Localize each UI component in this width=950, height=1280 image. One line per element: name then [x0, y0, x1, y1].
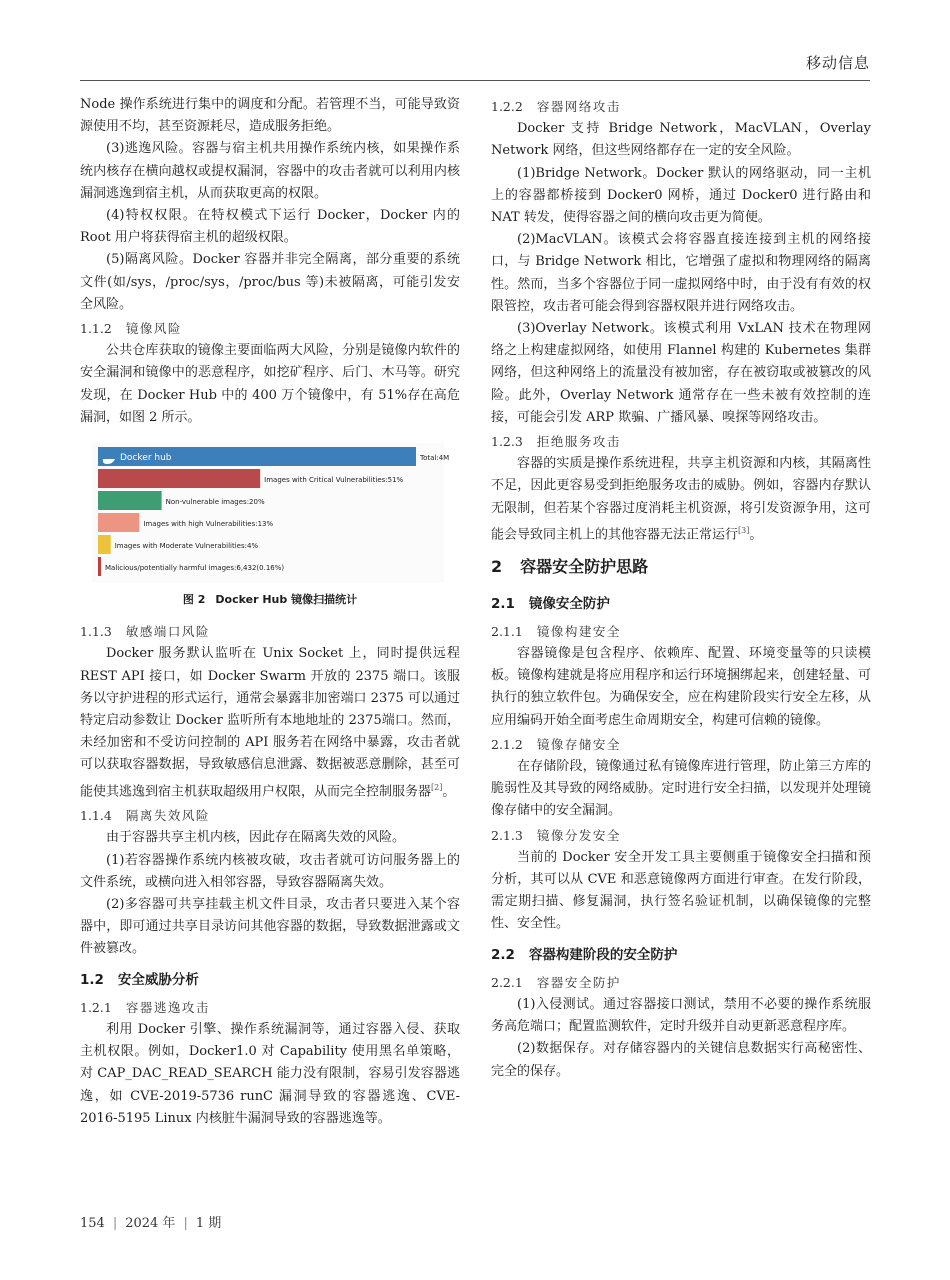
section-number: 1.2.2: [491, 99, 523, 114]
paragraph: (2)MacVLAN。该模式会将容器直接连接到主机的网络接口，与 Bridge Network 相比，它增强了虚拟和物理网络的隔离性。然而，当多个容器位于同一虚拟网络中时，由于没有有效的权限管控，攻击者可能会得到容器权限并进行网络攻击。: [491, 232, 871, 314]
section-heading-1-2-1: [80, 997, 460, 1019]
section-heading-1-2: [80, 969, 460, 991]
section-heading-1-2-3: [491, 431, 871, 453]
section-number: 2.1: [491, 595, 515, 612]
footer-separator: |: [112, 1216, 118, 1231]
chart-data-label: Images with high Vulnerabilities:13%: [143, 520, 274, 529]
section-title: 敏感端口风险: [125, 624, 210, 640]
paragraph: 公共仓库获取的镜像主要面临两大风险，分别是镜像内软件的安全漏洞和镜像中的恶意程序，如挖矿程序、后门、木马等。研究发现，在 Docker Hub 中的 400 万个镜像中，有 51%存在高危漏洞，如图 2 所示。: [80, 343, 460, 425]
paragraph-end: 。: [442, 784, 456, 799]
paragraph: (2)多容器可共享挂载主机文件目录，攻击者只要进入某个容器中，即可通过共享目录访问其他容器的数据，导致数据泄露或文件被篡改。: [80, 897, 460, 957]
paragraph-text: 容器的实质是操作系统进程，共享主机资源和内核，其隔离性不足，因此更容易受到拒绝服务攻击的威胁。例如，容器内存默认无限制，但若某个容器过度消耗主机资源，将引发资源争用，这可能会导致同主机上的其他容器无法正常运行: [491, 456, 871, 543]
chart-data-label: Non-vulnerable images:20%: [165, 498, 265, 507]
section-title: 容器逃逸攻击: [125, 999, 210, 1015]
chart-bar: [98, 513, 139, 532]
section-number: 2.1.1: [491, 623, 523, 639]
section-title: 镜像分发安全: [536, 827, 621, 843]
section-heading-2-1: [491, 593, 871, 615]
section-number: 2.1.3: [491, 827, 523, 843]
section-title: 镜像风险: [125, 321, 182, 337]
bar-chart: [92, 443, 450, 583]
footer-separator: |: [183, 1216, 188, 1231]
paragraph-text: Docker 服务默认监听在 Unix Socket 上，同时提供远程 REST API 接口，如 Docker Swarm 开放的 2375 端口。该服务以守护进程的形式运行，通常会暴露非加密端口 2375 可以通过特定启动参数让 Docker 监听所有本地地址的 2375端口。然而，未经加密和不受访问控制的 API 服务若在网络中暴露，攻击者就可以获取容器数据，导致敏感信息泄露、数据被恶意删除，甚至可能使其逃逸到宿主机获取超级用户权限，从而完全控制服务器: [80, 646, 460, 799]
citation-ref: [2]: [431, 782, 443, 792]
chart-data-label: Images with Critical Vulnerabilities:51%: [264, 476, 404, 485]
section-heading-2-2: [491, 944, 871, 966]
paragraph: Node 操作系统进行集中的调度和分配。若管理不当，可能导致资源使用不均，甚至资源耗尽，造成服务拒绝。: [80, 97, 460, 135]
section-heading-2-1-3: [491, 825, 871, 847]
citation-ref: [3]: [738, 525, 750, 535]
section-title: 拒绝服务攻击: [536, 434, 621, 450]
section-title: 镜像构建安全: [536, 623, 621, 639]
section-heading-2-1-1: [491, 621, 871, 643]
paragraph: (4)特权权限。在特权模式下运行 Docker，Docker 内的 Root 用户将获得宿主机的超级权限。: [80, 208, 460, 246]
paragraph: 在存储阶段，镜像通过私有镜像库进行管理，防止第三方库的脆弱性及其导致的网络威胁。定时进行安全扫描，以发现并处理镜像存储中的安全漏洞。: [491, 759, 871, 819]
section-title: 容器安全防护: [536, 974, 621, 990]
left-column: [80, 94, 460, 1130]
chart-data-label: Malicious/potentially harmful images:6,432(0.16%): [105, 564, 285, 573]
paragraph: (1)Bridge Network。Docker 默认的网络驱动，同一主机上的容器都桥接到 Docker0 网桥，通过 Docker0 进行路由和 NAT 转发，使得容器之间的横向攻击更为简便。: [491, 165, 871, 226]
section-heading-1-1-2: [80, 318, 460, 340]
section-title: 容器网络攻击: [536, 99, 621, 114]
section-title: 安全威胁分析: [117, 971, 199, 988]
footer-issue: 1 期: [195, 1216, 222, 1231]
chart-brand-label: Docker hub: [120, 453, 172, 464]
paragraph: [80, 643, 460, 803]
figure-label: 图 2: [182, 593, 206, 607]
paragraph: (3)逃逸风险。容器与宿主机共用操作系统内核，如果操作系统内核存在横向越权或提权漏洞，容器中的攻击者就可以利用内核漏洞逃逸到宿主机，从而获取更高的权限。: [80, 141, 460, 201]
paragraph: (1)若容器操作系统内核被攻破，攻击者就可访问服务器上的文件系统，或横向进入相邻容器，导致容器隔离失效。: [80, 852, 460, 890]
section-number: 1.2.1: [80, 999, 112, 1015]
chart-bar: [98, 557, 101, 576]
footer-year: 2024 年: [125, 1216, 176, 1231]
section-title: 镜像安全防护: [528, 595, 610, 612]
paragraph: Docker 支持 Bridge Network，MacVLAN，Overlay Network 网络，但这些网络都存在一定的安全风险。: [491, 121, 871, 159]
paragraph: 利用 Docker 引擎、操作系统漏洞等，通过容器入侵、获取主机权限。例如，Docker1.0 对 Capability 使用黑名单策略，对 CAP_DAC_READ_SEARCH 能力没有限制，容易引发容器逃逸，如 CVE-2019-5736 runC 漏洞导致的容器逃逸、CVE-2016-5195 Linux 内核脏牛漏洞导致的容器逃逸等。: [80, 1022, 460, 1126]
section-heading-1-2-2: [491, 96, 871, 118]
section-number: 1.1.4: [80, 808, 112, 824]
paragraph: (3)Overlay Network。该模式利用 VxLAN 技术在物理网络之上构建虚拟网络，如使用 Flannel 构建的 Kubernetes 集群网络，但这种网络上的流量没有被加密，存在被窃取或被篡改的风险。此外，Overlay Network 通常存在一些未被有效控制的连接，可能会引发 ARP 欺骗、广播风暴、嗅探等网络攻击。: [491, 321, 871, 425]
paragraph: 由于容器共享主机内核，因此存在隔离失效的风险。: [106, 830, 406, 846]
section-number: 2.2: [491, 946, 515, 963]
section-number: 1.1.2: [80, 321, 112, 337]
paragraph: 当前的 Docker 安全开发工具主要侧重于镜像安全扫描和预分析，其可以从 CVE 和恶意镜像两方面进行审查。在发行阶段，需定期扫描、修复漏洞，执行签名验证机制，以确保镜像的完整性、安全性。: [491, 849, 871, 932]
right-column: [491, 94, 871, 1083]
paragraph-end: 。: [749, 527, 763, 543]
paragraph: (5)隔离风险。Docker 容器并非完全隔离，部分重要的系统文件(如/sys，/proc/sys，/proc/bus 等)未被隔离，可能引发安全风险。: [80, 252, 460, 312]
section-number: 1.2.3: [491, 434, 523, 450]
section-number: 1.1.3: [80, 624, 112, 640]
section-number: 1.2: [80, 971, 104, 988]
chart-data-label: Images with Moderate Vulnerabilities:4%: [114, 542, 259, 551]
chart-bar: [98, 491, 162, 510]
section-number: 2: [491, 557, 503, 577]
section-title: 容器安全防护思路: [520, 557, 649, 577]
page-footer: [80, 1212, 221, 1231]
figure-docker-hub-chart: [92, 443, 450, 583]
page-number: 154: [80, 1216, 105, 1231]
section-number: 2.2.1: [491, 974, 523, 990]
figure-caption-text: Docker Hub 镜像扫描统计: [215, 593, 358, 607]
paragraph: 容器镜像是包含程序、依赖库、配置、环境变量等的只读模板。镜像构建就是将应用程序和运行环境捆绑起来，创建轻量、可执行的独立软件包。为确保安全，应在构建阶段实行安全左移，从应用编码开始全面考虑生命周期安全，构建可信赖的镜像。: [491, 646, 871, 728]
section-heading-2-2-1: [491, 972, 871, 994]
paragraph: (1)入侵测试。通过容器接口测试，禁用不必要的操作系统服务高危端口；配置监测软件，定时升级并自动更新恶意程序库。: [491, 997, 871, 1035]
section-title: 镜像存储安全: [536, 736, 621, 752]
section-heading-2: [491, 556, 871, 578]
header-rule: [80, 80, 870, 81]
section-title: 隔离失效风险: [125, 808, 210, 824]
chart-data-label: Total:4M: [420, 454, 450, 463]
section-number: 2.1.2: [491, 736, 523, 752]
section-heading-1-1-3: [80, 621, 460, 643]
chart-bar: [98, 469, 260, 488]
chart-bar: [98, 535, 111, 554]
section-heading-1-1-4: [80, 805, 460, 827]
paragraph: (2)数据保存。对存储容器内的关键信息数据实行高秘密性、完全的保存。: [491, 1041, 871, 1079]
journal-name: 移动信息: [805, 54, 870, 72]
figure-caption: [80, 589, 460, 611]
section-title: 容器构建阶段的安全防护: [528, 946, 678, 963]
section-heading-2-1-2: [491, 734, 871, 756]
paragraph: [491, 453, 871, 546]
